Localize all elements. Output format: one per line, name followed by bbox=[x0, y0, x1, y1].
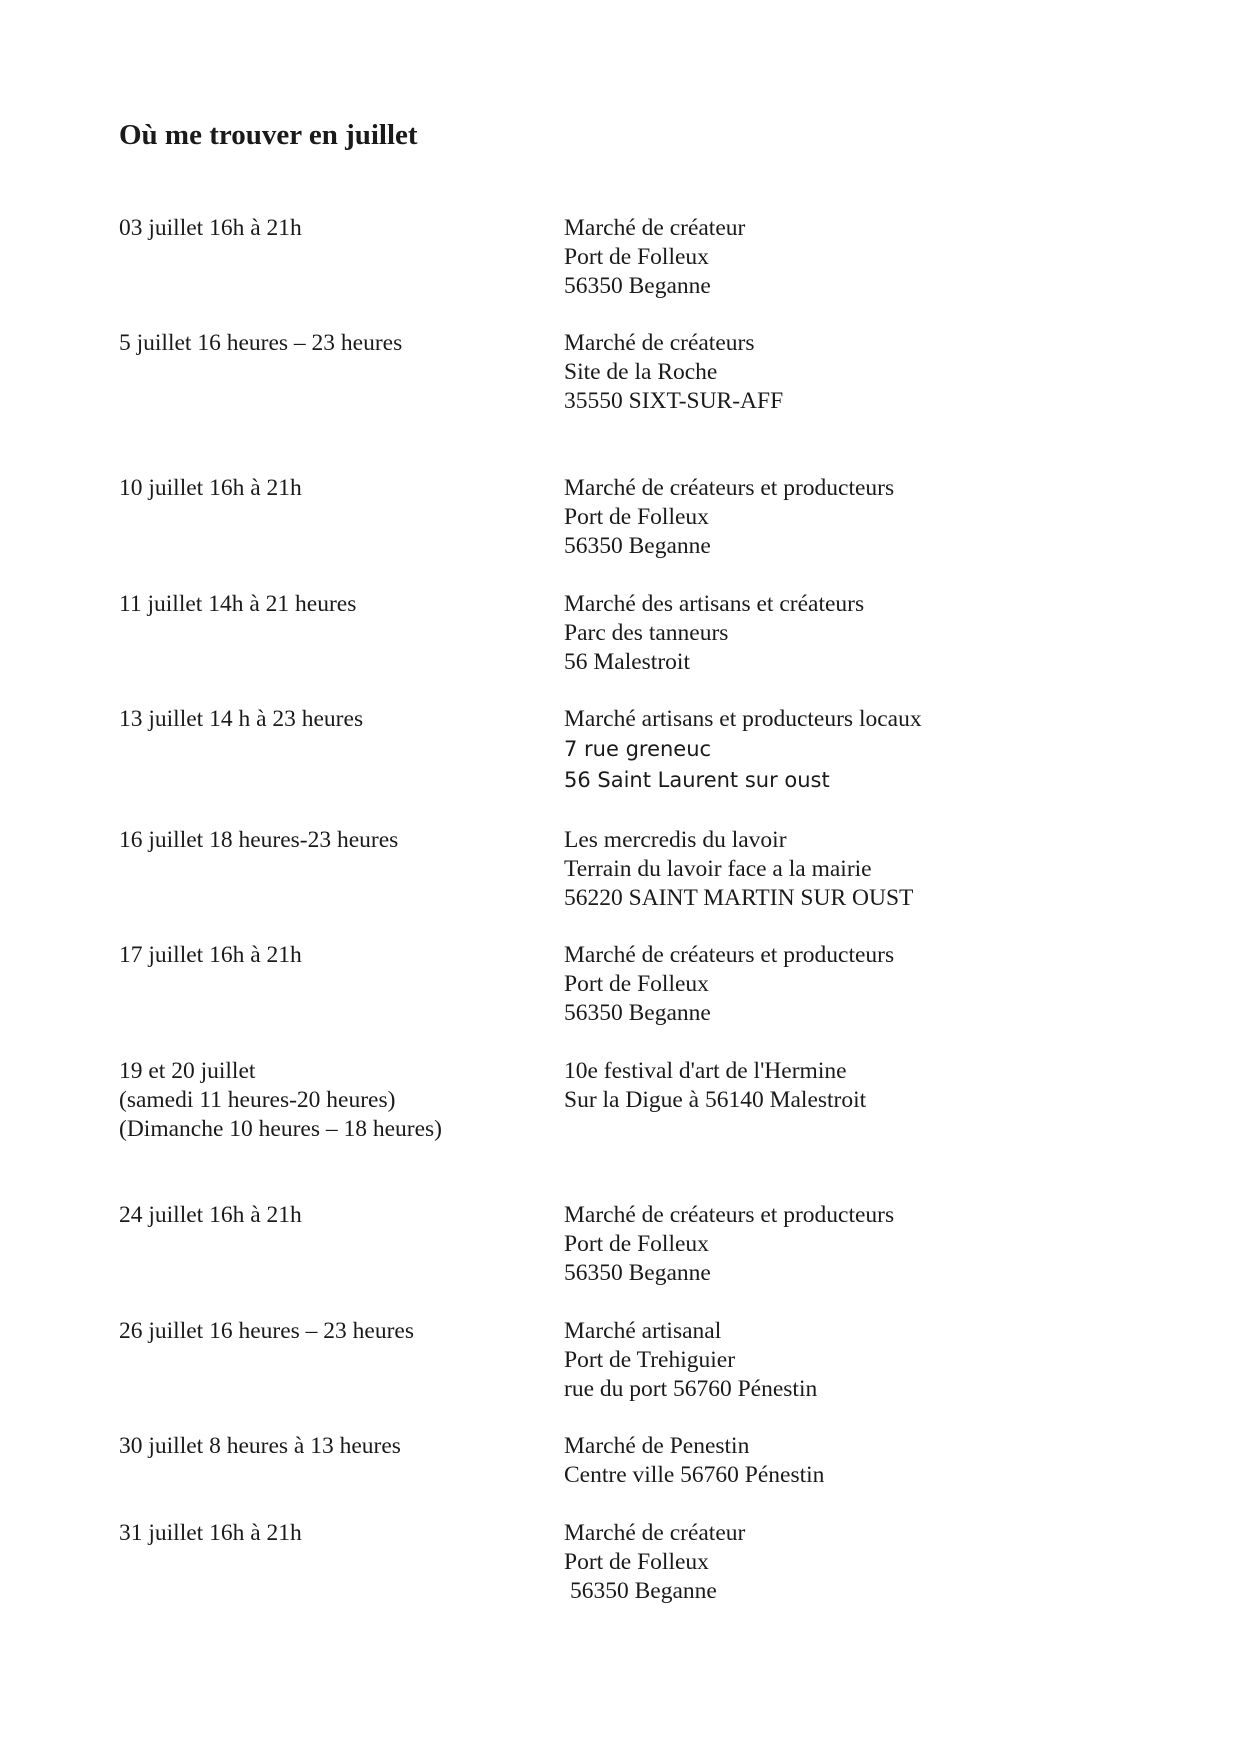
event-date-line: 17 juillet 16h à 21h bbox=[119, 942, 302, 968]
page-title: Où me trouver en juillet bbox=[119, 119, 418, 151]
event-location-line: Port de Folleux bbox=[564, 504, 709, 530]
event-date-line: 11 juillet 14h à 21 heures bbox=[119, 591, 357, 617]
event-date bbox=[119, 826, 549, 855]
event-location bbox=[564, 474, 1204, 561]
event-location-line: 56350 Beganne bbox=[570, 1578, 717, 1604]
event-location-line: Port de Trehiguier bbox=[564, 1347, 736, 1373]
event-location-line: 56350 Beganne bbox=[564, 273, 711, 299]
event-date-line: 31 juillet 16h à 21h bbox=[119, 1520, 302, 1546]
event-location bbox=[564, 214, 1204, 301]
event-date bbox=[119, 1519, 549, 1548]
event-location-line: Port de Folleux bbox=[564, 971, 709, 997]
event-date-line: 13 juillet 14 h à 23 heures bbox=[119, 706, 364, 732]
event-location-line: Marché de créateur bbox=[564, 1520, 746, 1546]
event-date-line: 19 et 20 juillet bbox=[119, 1058, 256, 1084]
event-date bbox=[119, 705, 549, 734]
event-location-line: 10e festival d'art de l'Hermine bbox=[564, 1058, 847, 1084]
event-location-line: 7 rue greneuc bbox=[564, 737, 712, 761]
event-location-line: Site de la Roche bbox=[564, 359, 718, 385]
event-location-line: Parc des tanneurs bbox=[564, 620, 729, 646]
event-location-line: 35550 SIXT-SUR-AFF bbox=[564, 388, 784, 414]
event-location-line: 56350 Beganne bbox=[564, 1000, 711, 1026]
event-location bbox=[564, 1317, 1204, 1404]
event-location-line: 56 Saint Laurent sur oust bbox=[564, 768, 830, 792]
event-location-line: Marché de créateurs bbox=[564, 330, 755, 356]
event-location-line: Centre ville 56760 Pénestin bbox=[564, 1462, 825, 1488]
event-date bbox=[119, 1432, 549, 1461]
event-location-line: Terrain du lavoir face a la mairie bbox=[564, 856, 872, 882]
event-location-line: 56350 Beganne bbox=[564, 533, 711, 559]
event-date bbox=[119, 941, 549, 970]
event-location-line: 56220 SAINT MARTIN SUR OUST bbox=[564, 885, 914, 911]
event-location bbox=[564, 329, 1204, 416]
event-location bbox=[564, 705, 1204, 796]
event-date-line: 26 juillet 16 heures – 23 heures bbox=[119, 1318, 414, 1344]
event-date-line: 24 juillet 16h à 21h bbox=[119, 1202, 302, 1228]
event-location-line: Marché artisanal bbox=[564, 1318, 722, 1344]
event-date-line: 16 juillet 18 heures-23 heures bbox=[119, 827, 399, 853]
event-location-line: Les mercredis du lavoir bbox=[564, 827, 787, 853]
event-date-line: 03 juillet 16h à 21h bbox=[119, 215, 302, 241]
event-date bbox=[119, 214, 549, 243]
event-location-line: Marché de créateurs et producteurs bbox=[564, 1202, 895, 1228]
event-location-line: rue du port 56760 Pénestin bbox=[564, 1376, 818, 1402]
event-location bbox=[564, 1057, 1204, 1115]
event-date bbox=[119, 1057, 549, 1144]
event-date bbox=[119, 1201, 549, 1230]
event-location bbox=[564, 1432, 1204, 1490]
event-location bbox=[564, 1201, 1204, 1288]
event-location-line: Marché de créateur bbox=[564, 215, 746, 241]
event-date-line: 10 juillet 16h à 21h bbox=[119, 475, 302, 501]
event-location bbox=[564, 826, 1204, 913]
event-location-line: 56 Malestroit bbox=[564, 649, 690, 675]
event-location-line: Sur la Digue à 56140 Malestroit bbox=[564, 1087, 867, 1113]
event-location-line: Marché de Penestin bbox=[564, 1433, 750, 1459]
event-date bbox=[119, 474, 549, 503]
event-location-line: 56350 Beganne bbox=[564, 1260, 711, 1286]
event-date bbox=[119, 590, 549, 619]
event-location-line: Port de Folleux bbox=[564, 1231, 709, 1257]
event-location bbox=[564, 1519, 1204, 1606]
event-date-line: (samedi 11 heures-20 heures) bbox=[119, 1087, 396, 1113]
event-date-line: (Dimanche 10 heures – 18 heures) bbox=[119, 1116, 443, 1142]
event-date bbox=[119, 1317, 549, 1346]
event-location-line: Marché de créateurs et producteurs bbox=[564, 942, 895, 968]
event-location-line: Marché des artisans et créateurs bbox=[564, 591, 865, 617]
event-location-line: Marché de créateurs et producteurs bbox=[564, 475, 895, 501]
event-location-line: Marché artisans et producteurs locaux bbox=[564, 706, 922, 732]
event-location bbox=[564, 941, 1204, 1028]
event-location-line: Port de Folleux bbox=[564, 244, 709, 270]
event-date-line: 30 juillet 8 heures à 13 heures bbox=[119, 1433, 401, 1459]
event-date-line: 5 juillet 16 heures – 23 heures bbox=[119, 330, 403, 356]
event-location-line: Port de Folleux bbox=[564, 1549, 709, 1575]
event-date bbox=[119, 329, 549, 358]
event-location bbox=[564, 590, 1204, 677]
